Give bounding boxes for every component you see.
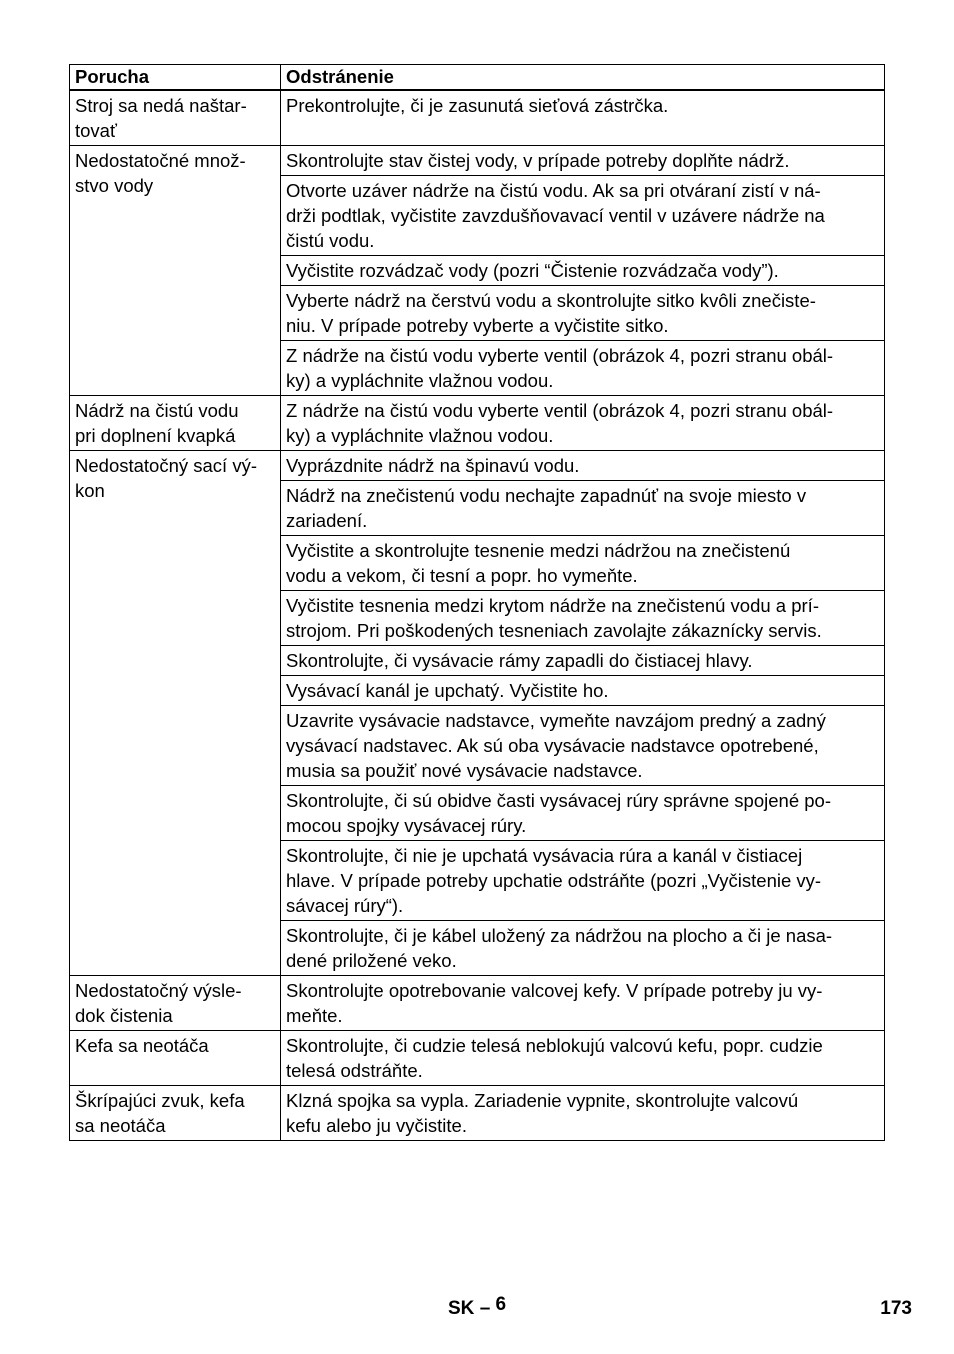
fault-cell: Nedostatočný sací vý- kon [70, 451, 281, 976]
fault-cell: Nedostatočný výsle- dok čistenia [70, 976, 281, 1031]
remedy-cell: Skontrolujte, či nie je upchatá vysávacia rúra a kanál v čistiacej hlave. V prípade potreby upchatie odstráňte (pozri „Vyčistenie vy- sávacej rúry“). [281, 841, 885, 921]
fault-cell: Nedostatočné množ- stvo vody [70, 146, 281, 396]
remedy-cell: Uzavrite vysávacie nadstavce, vymeňte navzájom predný a zadný vysávací nadstavec. Ak sú oba vysávacie nadstavce opotrebené, musia sa použiť nové vysávacie nadstavce. [281, 706, 885, 786]
fault-cell: Kefa sa neotáča [70, 1031, 281, 1086]
table-row [70, 1086, 885, 1141]
table-row [70, 1031, 885, 1086]
header-fault: Porucha [70, 65, 281, 91]
table-row [70, 396, 885, 451]
remedy-cell: Vyberte nádrž na čerstvú vodu a skontrolujte sitko kvôli znečiste- niu. V prípade potreby vyberte a vyčistite sitko. [281, 286, 885, 341]
footer-section-page: 6 [495, 1294, 507, 1315]
remedy-cell: Vysávací kanál je upchatý. Vyčistite ho. [281, 676, 885, 706]
footer-separator: – [479, 1298, 491, 1319]
footer-language: SK [448, 1298, 475, 1319]
header-remedy: Odstránenie [281, 65, 885, 91]
fault-cell: Nádrž na čistú vodu pri doplnení kvapká [70, 396, 281, 451]
remedy-cell: Vyprázdnite nádrž na špinavú vodu. [281, 451, 885, 481]
remedy-cell: Prekontrolujte, či je zasunutá sieťová zástrčka. [281, 90, 885, 146]
remedy-cell: Vyčistite rozvádzač vody (pozri “Čistenie rozvádzača vody”). [281, 256, 885, 286]
remedy-cell: Skontrolujte, či sú obidve časti vysávacej rúry správne spojené po- mocou spojky vysávacej rúry. [281, 786, 885, 841]
fault-cell: Stroj sa nedá naštar- tovať [70, 90, 281, 146]
remedy-cell: Skontrolujte, či je kábel uložený za nádržou na plocho a či je nasa- dené priložené veko. [281, 921, 885, 976]
troubleshooting-table [69, 64, 885, 1141]
table-row [70, 451, 885, 481]
remedy-cell: Skontrolujte, či vysávacie rámy zapadli do čistiacej hlavy. [281, 646, 885, 676]
remedy-cell: Klzná spojka sa vypla. Zariadenie vypnite, skontrolujte valcovú kefu alebo ju vyčistite. [281, 1086, 885, 1141]
table-row [70, 976, 885, 1031]
table-row [70, 146, 885, 176]
remedy-cell: Z nádrže na čistú vodu vyberte ventil (obrázok 4, pozri stranu obál- ky) a vypláchnite vlažnou vodou. [281, 396, 885, 451]
fault-cell: Škrípajúci zvuk, kefa sa neotáča [70, 1086, 281, 1141]
remedy-cell: Nádrž na znečistenú vodu nechajte zapadnúť na svoje miesto v zariadení. [281, 481, 885, 536]
remedy-cell: Otvorte uzáver nádrže na čistú vodu. Ak sa pri otváraní zistí v ná- drži podtlak, vyčistite zavzdušňovavací ventil v uzávere nádrže na čistú vodu. [281, 176, 885, 256]
footer-language-section [448, 1294, 507, 1320]
remedy-cell: Skontrolujte stav čistej vody, v prípade potreby doplňte nádrž. [281, 146, 885, 176]
remedy-cell: Z nádrže na čistú vodu vyberte ventil (obrázok 4, pozri stranu obál- ky) a vypláchnite vlažnou vodou. [281, 341, 885, 396]
remedy-cell: Skontrolujte, či cudzie telesá neblokujú valcovú kefu, popr. cudzie telesá odstráňte. [281, 1031, 885, 1086]
table-header-row [70, 65, 885, 91]
table-row [70, 90, 885, 146]
remedy-cell: Vyčistite a skontrolujte tesnenie medzi nádržou na znečistenú vodu a vekom, či tesní a popr. ho vymeňte. [281, 536, 885, 591]
remedy-cell: Vyčistite tesnenia medzi krytom nádrže na znečistenú vodu a prí- strojom. Pri poškodených tesneniach zavolajte zákaznícky servis. [281, 591, 885, 646]
remedy-cell: Skontrolujte opotrebovanie valcovej kefy. V prípade potreby ju vy- meňte. [281, 976, 885, 1031]
footer-page-number: 173 [880, 1298, 912, 1319]
